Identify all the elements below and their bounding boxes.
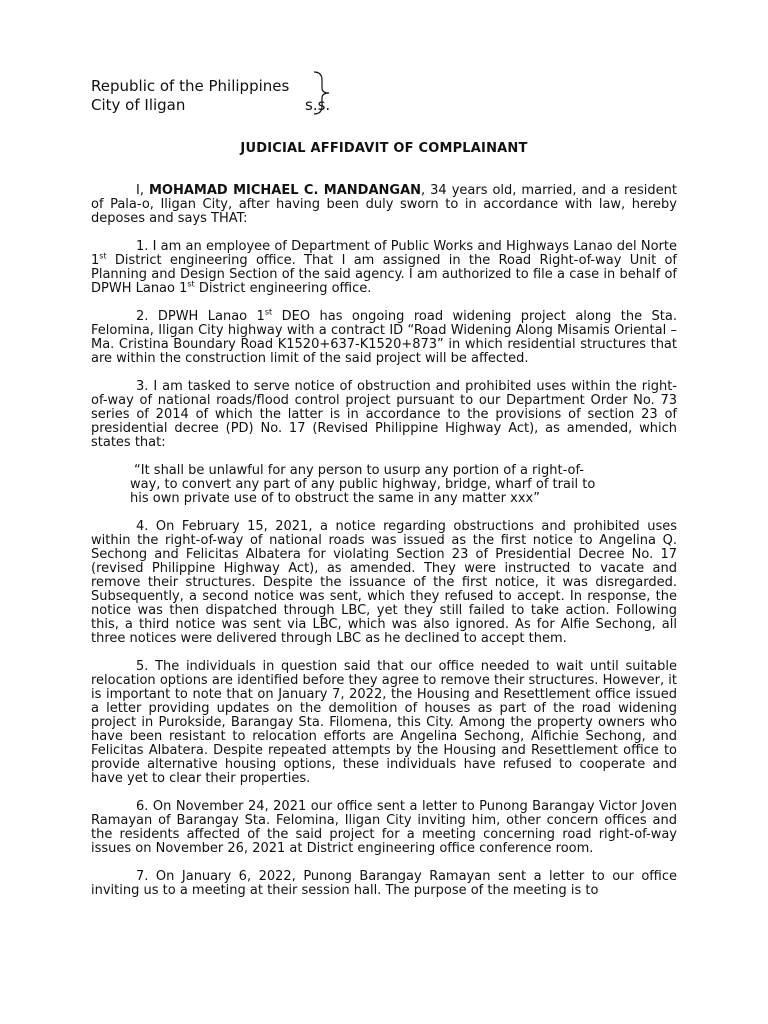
p2-text-a: 2. DPWH Lanao 1 [136, 309, 265, 324]
quote-line-3: his own private use of to obstruct the same in any matter xxx” [130, 491, 540, 506]
venue-city-label: City of Iligan [91, 96, 186, 114]
p2-text-b: DEO has ongoing road widening project along the Sta. Felomina, Iligan City highway with a contract ID “Road Widening Along Misamis Oriental – Ma. Cristina Boundary Road K1520+637-K1520+873” in which residential structures that are within the construction limit of the said project will be affected. [91, 309, 678, 366]
affidavit-body [91, 184, 677, 912]
intro-paragraph [91, 184, 677, 226]
document-title: JUDICIAL AFFIDAVIT OF COMPLAINANT [240, 141, 528, 156]
intro-prefix: I, [136, 183, 149, 198]
venue-ss: s.s. [305, 96, 331, 114]
legal-quote [91, 464, 677, 506]
p1-text-c: District engineering office. [194, 281, 372, 296]
venue-city [91, 96, 391, 115]
p1-sup-2: st [187, 279, 195, 289]
venue-republic: Republic of the Philippines [91, 77, 290, 95]
paragraph-1 [91, 240, 677, 296]
p2-sup-1: st [264, 307, 273, 317]
p1-sup-1: st [99, 251, 107, 261]
paragraph-4: 4. On February 15, 2021, a notice regarding obstructions and prohibited uses within the right-of-way of national roads was issued as the first notice to Angelina Q. Sechong and Felicitas Albatera for violating Section 23 of Presidential Decree No. 17 (revised Philippine Highway Act), as amended. They were instructed to vacate and remove their structures. Despite the issuance of the first notice, it was disregarded. Subsequently, a second notice was sent, which they refused to accept. In response, the notice was then dispatched through LBC, yet they still failed to take action. Following this, a third notice was sent via LBC, which was also ignored. As for Alfie Sechong, all three notices were delivered through LBC as he declined to accept them. [91, 519, 677, 646]
brace-icon [311, 71, 335, 115]
intro-rest: , 34 years old, married, and a resident of Pala-o, Iligan City, after having been duly sworn to in accordance with law, hereby deposes and says THAT: [91, 183, 677, 226]
paragraph-6: 6. On November 24, 2021 our office sent a letter to Punong Barangay Victor Joven Ramayan of Barangay Sta. Felomina, Iligan City inviting him, other concern offices and the residents affected of the said project for a meeting concerning road right-of-way issues on November 26, 2021 at District engineering office conference room. [91, 799, 677, 856]
p1-text-b: District engineering office. That I am assigned in the Road Right-of-way Unit of Planning and Design Section of the said agency. I am authorized to file a case in behalf of DPWH Lanao 1 [91, 253, 677, 296]
quote-line-1: “It shall be unlawful for any person to usurp any portion of a right-of- [134, 463, 585, 478]
quote-line-2: way, to convert any part of any public highway, bridge, wharf of trail to [130, 477, 596, 492]
affiant-name: MOHAMAD MICHAEL C. MANDANGAN [148, 183, 422, 198]
venue-block [91, 77, 391, 115]
paragraph-5: 5. The individuals in question said that our office needed to wait until suitable relocation options are identified before they agree to remove their structures. However, it is important to note that on January 7, 2022, the Housing and Resettlement office issued a letter providing updates on the demolition of houses as part of the road widening project in Purokside, Barangay Sta. Filomena, this City. Among the property owners who have been resistant to relocation efforts are Angelina Sechong, Alfichie Sechong, and Felicitas Albatera. Despite repeated attempts by the Housing and Resettlement office to provide alternative housing options, these individuals have refused to cooperate and have yet to clear their properties. [91, 659, 677, 786]
paragraph-7: 7. On January 6, 2022, Punong Barangay Ramayan sent a letter to our office inviting us to a meeting at their session hall. The purpose of the meeting is to [91, 869, 677, 898]
paragraph-2 [91, 307, 678, 366]
p1-text-a: 1. I am an employee of Department of Public Works and Highways Lanao del Norte 1 [91, 239, 677, 268]
paragraph-3: 3. I am tasked to serve notice of obstruction and prohibited uses within the right-of-way of national roads/flood control project pursuant to our Department Order No. 73 series of 2014 of which the latter is in accordance to the provisions of section 23 of presidential decree (PD) No. 17 (Revised Philippine Highway Act), as amended, which states that: [91, 379, 677, 450]
